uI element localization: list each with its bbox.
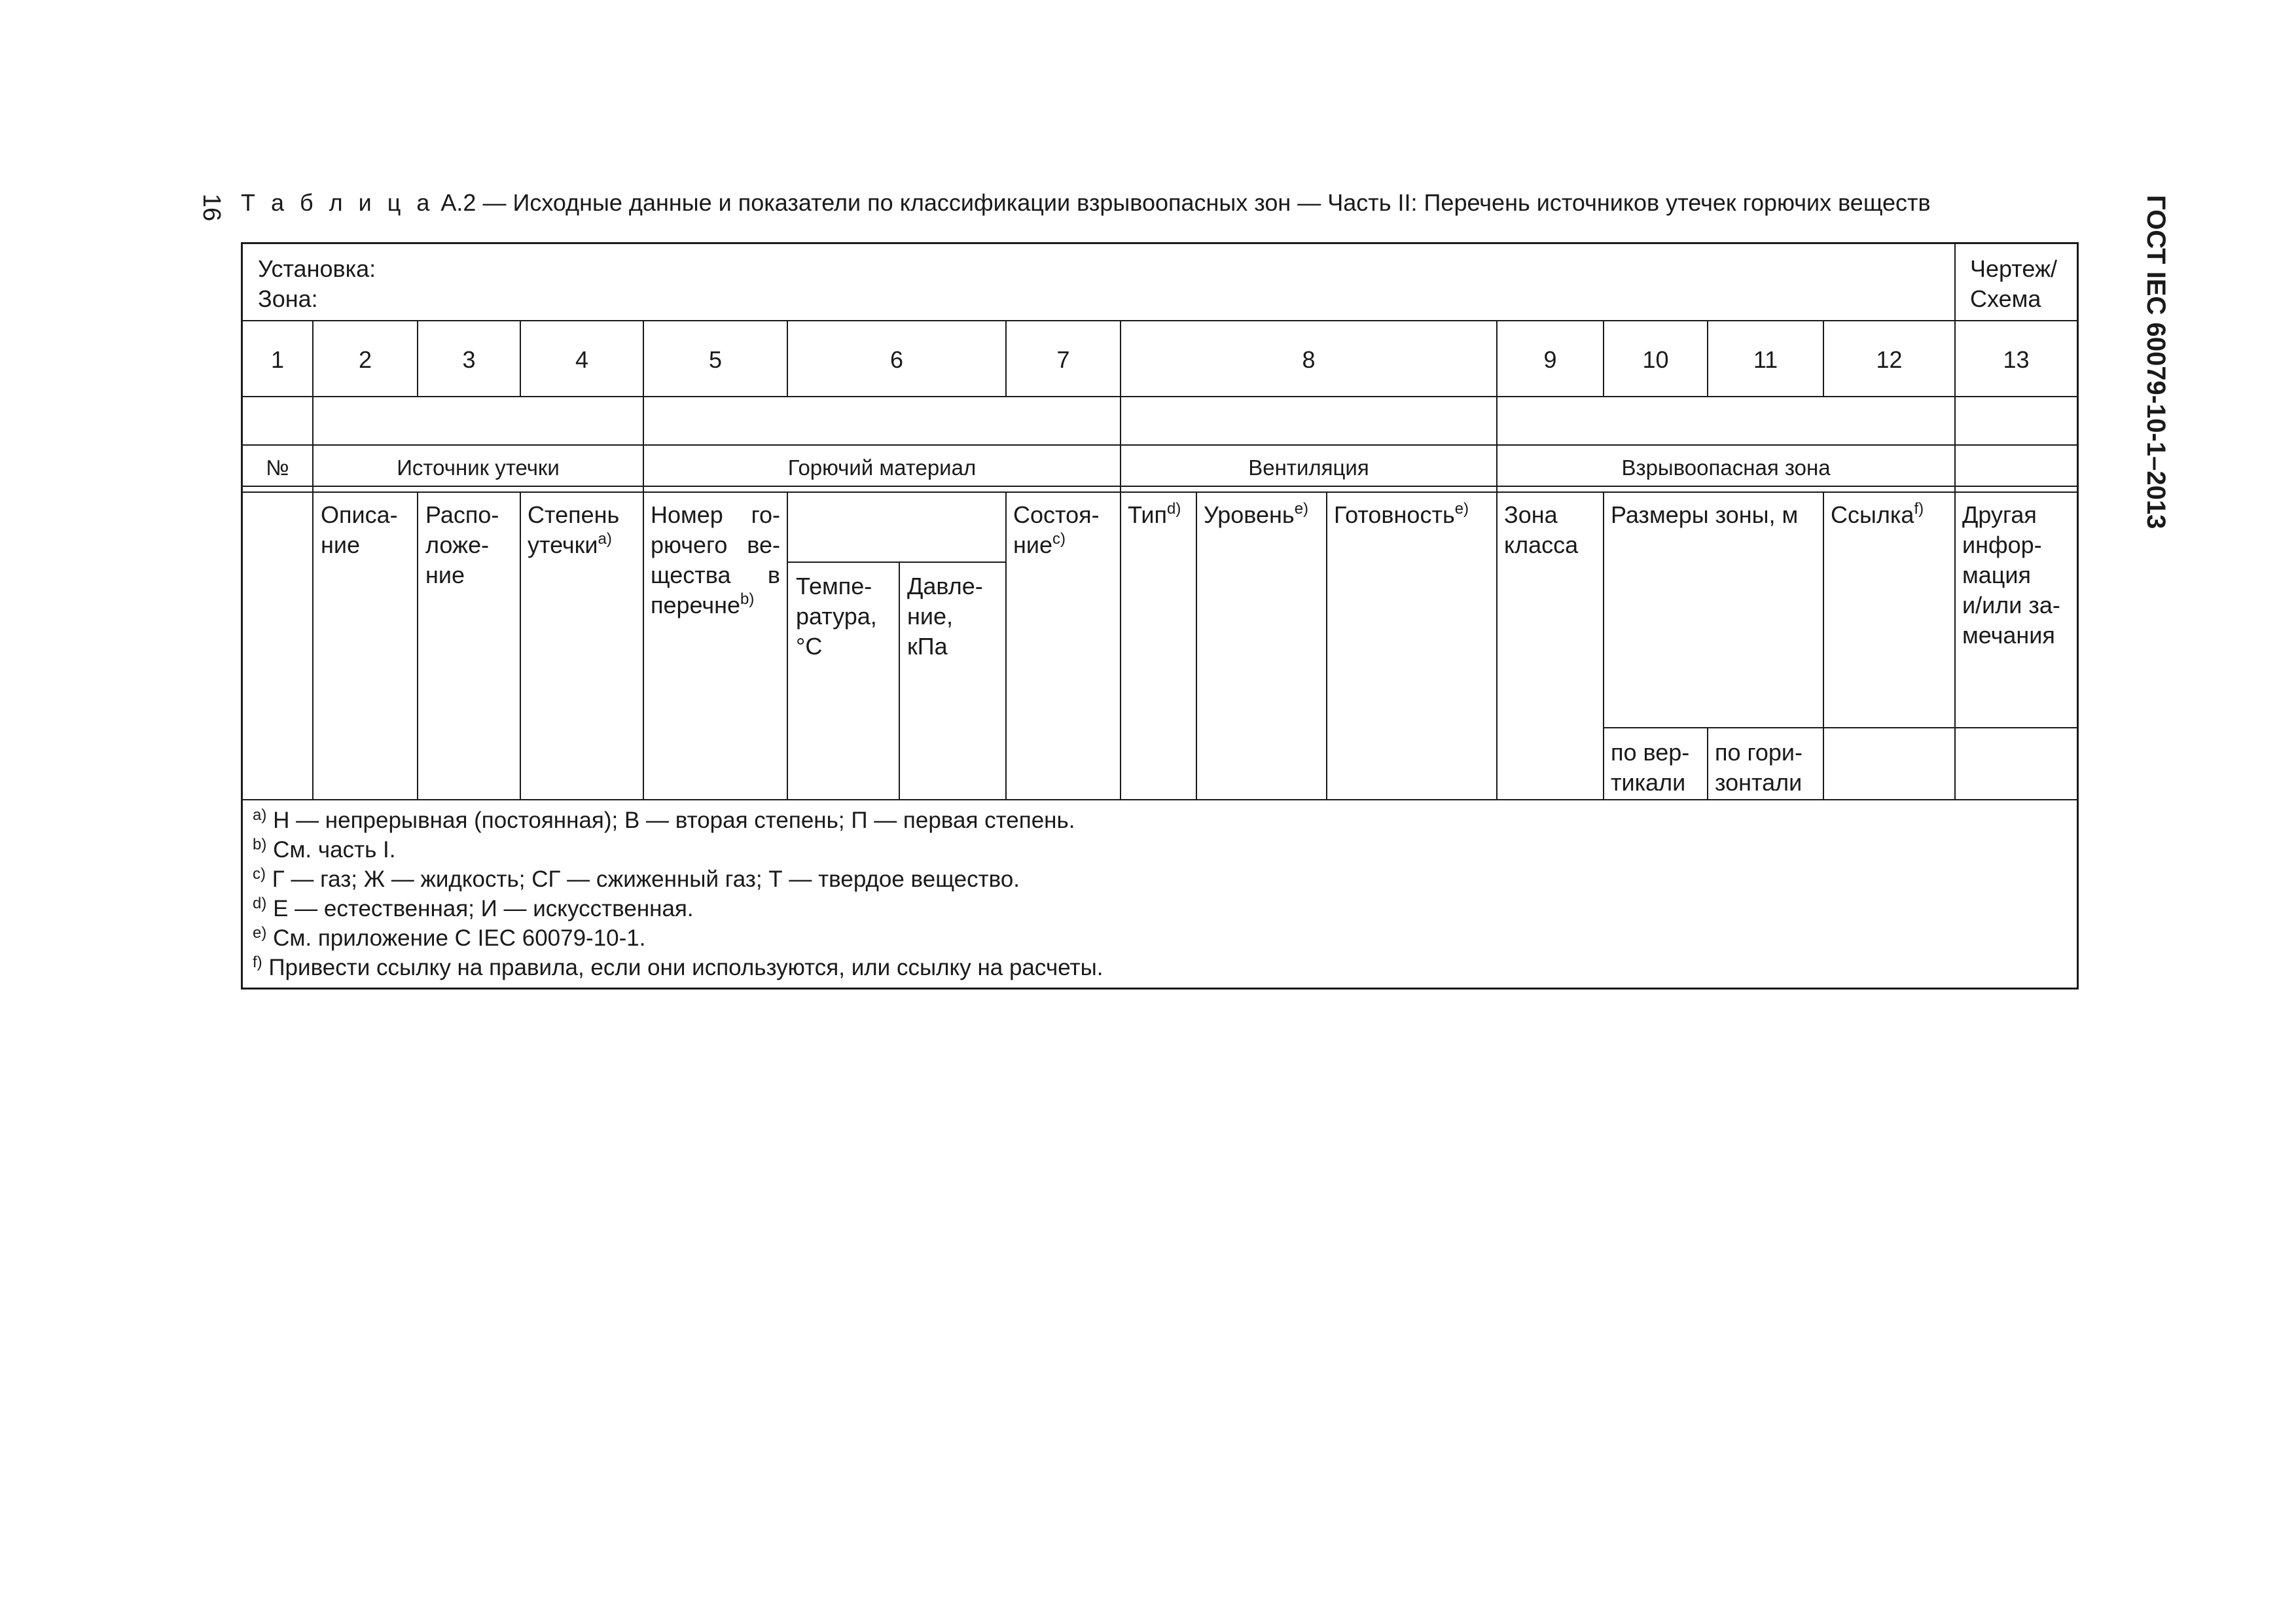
scheme-label: Схема bbox=[1970, 285, 2041, 312]
head-reference bbox=[1831, 500, 1924, 530]
footnote-ref: e) bbox=[1294, 500, 1309, 518]
head-description bbox=[321, 500, 398, 560]
footnote-mark: f) bbox=[253, 954, 262, 971]
rule-h-ref bbox=[1823, 491, 1824, 800]
head-zone-size: Размеры зоны, м bbox=[1611, 501, 1799, 528]
rule-h-loc bbox=[417, 491, 418, 800]
footnote-text: Е — естественная; И — искусственная. bbox=[266, 896, 694, 921]
footnote-text: Привести ссылку на правила, если они используются, или ссылку на расчеты. bbox=[262, 955, 1103, 980]
head-other-info-line: и/или за- bbox=[1962, 592, 2060, 618]
head-leak-degree-line: утечки bbox=[528, 531, 598, 558]
head-readiness bbox=[1334, 500, 1469, 530]
footnote-mark: d) bbox=[253, 895, 267, 912]
footnote-ref: c) bbox=[1052, 530, 1066, 548]
rule-h-level bbox=[1196, 491, 1197, 800]
table-caption-text: А.2 — Исходные данные и показатели по классификации взрывоопасных зон — Часть II: Перечень источников утечек горючих веществ bbox=[434, 189, 1931, 216]
footnote bbox=[253, 954, 1103, 982]
footnote bbox=[253, 865, 1020, 894]
installation-label: Установка: bbox=[258, 255, 376, 282]
footnote bbox=[253, 895, 694, 923]
col-number: 8 bbox=[1302, 346, 1316, 373]
rule-h-press bbox=[899, 562, 900, 800]
head-temperature-line: Темпе- bbox=[796, 573, 872, 599]
col-number: 4 bbox=[575, 346, 589, 373]
col-number: 12 bbox=[1876, 346, 1903, 373]
rule-h-desc bbox=[312, 491, 314, 800]
rule-after-blank bbox=[241, 444, 2079, 446]
head-other-info-line: инфор- bbox=[1962, 531, 2042, 558]
group-ventilation: Вентиляция bbox=[1248, 455, 1369, 480]
head-horizontal-line: по гори- bbox=[1715, 739, 1803, 766]
head-type bbox=[1128, 500, 1181, 530]
rule-h-substance bbox=[643, 491, 644, 800]
head-horizontal-line: зонтали bbox=[1715, 769, 1803, 796]
head-state-line: Состоя- bbox=[1013, 501, 1100, 528]
rule-after-install bbox=[241, 320, 2079, 321]
head-vertical-line: тикали bbox=[1611, 769, 1686, 796]
head-reference-text: Ссылка bbox=[1831, 501, 1914, 528]
col-number: 1 bbox=[270, 346, 285, 373]
rule-double-2 bbox=[241, 491, 2079, 493]
footnote bbox=[253, 806, 1075, 835]
footnote-text: Н — непрерывная (постоянная); В — вторая степень; П — первая степень. bbox=[266, 808, 1075, 833]
head-horizontal bbox=[1715, 738, 1803, 798]
table-caption-label: Т а б л и ц а bbox=[241, 189, 435, 216]
table-border-top bbox=[241, 242, 2079, 244]
footnote-mark: c) bbox=[253, 865, 266, 883]
page-number: 16 bbox=[198, 193, 225, 222]
head-description-line: ние bbox=[321, 531, 361, 558]
rule-drawing-separator bbox=[1954, 242, 1956, 321]
head-other-info bbox=[1962, 500, 2060, 651]
head-substance-line: перечне bbox=[651, 592, 741, 618]
footnote-text: Г — газ; Ж — жидкость; СГ — сжиженный газ; Т — твердое вещество. bbox=[266, 866, 1020, 892]
table-border-right bbox=[2077, 242, 2079, 990]
head-leak-degree bbox=[528, 500, 636, 560]
col-number: 7 bbox=[1056, 346, 1070, 373]
col-number: 9 bbox=[1543, 346, 1557, 373]
rule-under-size bbox=[1603, 727, 2079, 728]
head-pressure-line: ние, bbox=[907, 603, 954, 630]
col-number: 10 bbox=[1642, 346, 1669, 373]
head-location-line: ние bbox=[425, 562, 465, 588]
footnote-ref: b) bbox=[740, 590, 755, 608]
head-zone-class bbox=[1504, 500, 1578, 560]
rule-g-last bbox=[1954, 396, 1956, 493]
head-other-info-line: мация bbox=[1962, 562, 2031, 588]
head-substance-number bbox=[651, 500, 780, 620]
head-readiness-text: Готовность bbox=[1334, 501, 1455, 528]
head-zone-class-line: класса bbox=[1504, 531, 1579, 558]
footnote-ref: d) bbox=[1167, 500, 1181, 518]
rule-h-degree bbox=[520, 491, 521, 800]
footnote-ref: e) bbox=[1454, 500, 1469, 518]
footnote-text: См. часть I. bbox=[266, 837, 396, 863]
head-location bbox=[425, 500, 499, 590]
footnote-text: См. приложение С IEC 60079-10-1. bbox=[266, 925, 646, 951]
rule-before-notes bbox=[241, 799, 2079, 800]
head-other-info-line: Другая bbox=[1962, 501, 2037, 528]
head-vertical-line: по вер- bbox=[1611, 739, 1690, 766]
rule-under-pressure-group bbox=[787, 562, 1007, 563]
head-description-line: Описа- bbox=[321, 501, 398, 528]
rule-h-ready bbox=[1326, 491, 1327, 800]
footnote bbox=[253, 836, 396, 865]
head-substance-line: Номер го- bbox=[651, 501, 780, 528]
col-number: 3 bbox=[462, 346, 476, 373]
footnote-mark: b) bbox=[253, 836, 267, 853]
head-location-line: Распо- bbox=[425, 501, 499, 528]
head-substance-line: рючего ве- bbox=[651, 531, 780, 558]
head-temperature-line: ратура, bbox=[796, 603, 877, 630]
rule-h-type bbox=[1120, 491, 1121, 800]
group-leak-source: Источник утечки bbox=[397, 455, 560, 480]
head-other-info-line: мечания bbox=[1962, 622, 2055, 649]
head-location-line: ложе- bbox=[425, 531, 490, 558]
head-temperature bbox=[796, 571, 877, 662]
col-number: 13 bbox=[2003, 346, 2030, 373]
running-head: ГОСТ IEC 60079-10-1–2013 bbox=[2142, 195, 2170, 529]
group-hazardous-zone: Взрывоопасная зона bbox=[1621, 455, 1831, 480]
head-zone-class-line: Зона bbox=[1504, 501, 1558, 528]
group-number: № bbox=[266, 455, 289, 480]
head-leak-degree-line: Степень bbox=[528, 501, 620, 528]
head-vertical bbox=[1611, 738, 1689, 798]
rule-h-size bbox=[1603, 491, 1604, 800]
rule-after-numbers bbox=[241, 396, 2079, 397]
rule-h-temp bbox=[787, 491, 788, 800]
head-level-text: Уровень bbox=[1204, 501, 1295, 528]
col-number: 6 bbox=[889, 346, 904, 373]
head-pressure-line: Давле- bbox=[907, 573, 983, 599]
footnote bbox=[253, 924, 645, 953]
head-state-line: ние bbox=[1013, 531, 1053, 558]
footnote-ref: f) bbox=[1914, 500, 1924, 518]
rule-h-state bbox=[1005, 491, 1007, 800]
head-state bbox=[1013, 500, 1100, 560]
head-substance-line: щества в bbox=[651, 562, 780, 588]
head-pressure bbox=[907, 571, 983, 662]
footnote-ref: a) bbox=[598, 530, 612, 548]
head-level bbox=[1204, 500, 1308, 530]
drawing-label: Чертеж/ bbox=[1970, 255, 2058, 282]
col-number: 2 bbox=[358, 346, 372, 373]
rule-double-1 bbox=[241, 486, 2079, 487]
rule-h-vert bbox=[1707, 727, 1708, 800]
rule-h-other bbox=[1954, 491, 1956, 800]
col-number: 11 bbox=[1753, 346, 1778, 373]
head-temperature-line: °С bbox=[796, 633, 823, 660]
footnote-mark: a) bbox=[253, 806, 267, 824]
head-type-text: Тип bbox=[1128, 501, 1168, 528]
col-number: 5 bbox=[708, 346, 723, 373]
zone-label: Зона: bbox=[258, 285, 318, 312]
rule-h-zoneclass bbox=[1496, 491, 1498, 800]
head-pressure-line: кПа bbox=[907, 633, 948, 660]
footnote-mark: e) bbox=[253, 924, 267, 942]
table-border-bottom bbox=[241, 988, 2079, 990]
group-flammable-material: Горючий материал bbox=[787, 455, 977, 480]
